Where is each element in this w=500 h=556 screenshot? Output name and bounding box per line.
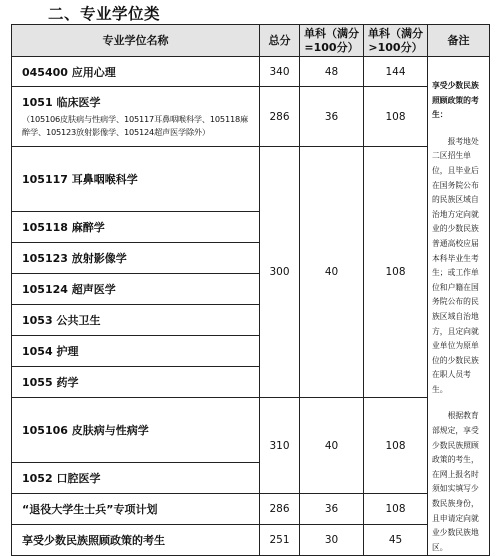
single-score-100-group: 40 (300, 398, 364, 494)
table-row (12, 147, 490, 212)
total-score: 340 (260, 57, 300, 87)
single-score-100: 36 (300, 494, 364, 525)
table-row (12, 87, 490, 147)
major-name: 1053 公共卫生 (12, 305, 260, 336)
header-note: 备注 (428, 25, 490, 57)
single-score-100: 30 (300, 525, 364, 556)
header-single-over-100: 单科（满分>100分） (364, 25, 428, 57)
header-name: 专业学位名称 (12, 25, 260, 57)
major-name: 1054 护理 (12, 336, 260, 367)
score-table (11, 24, 490, 556)
header-total: 总分 (260, 25, 300, 57)
single-score-over-100: 144 (364, 57, 428, 87)
major-name: 045400 应用心理 (12, 57, 260, 87)
note-cell (428, 57, 490, 556)
major-name: 享受少数民族照顾政策的考生 (12, 525, 260, 556)
single-score-over-100-group: 108 (364, 147, 428, 398)
note-paragraph-2: 根据教育部规定，享受少数民族照顾政策的考生，在网上报名时须如实填写少数民族身份，且申请定向就业少数民族地区。 (432, 411, 479, 552)
total-score-group: 310 (260, 398, 300, 494)
header-row (12, 25, 490, 57)
total-score: 286 (260, 494, 300, 525)
table-row (12, 398, 490, 463)
major-name: 105124 超声医学 (12, 274, 260, 305)
major-name-main: 1051 临床医学 (22, 96, 101, 109)
section-title: 二、专业学位类 (48, 5, 161, 23)
single-score-over-100: 108 (364, 87, 428, 147)
major-name: 105106 皮肤病与性病学 (12, 398, 260, 463)
major-name: 105123 放射影像学 (12, 243, 260, 274)
total-score: 251 (260, 525, 300, 556)
note-paragraph-1: 报考地处二区招生单位，且毕业后在国务院公布的民族区域自治地方定向就业的少数民族普通高校应届本科毕业生考生；或工作单位和户籍在国务院公布的民族区域自治地方，且定向就业单位为原单位的少数民族在职人员考生。 (432, 136, 479, 394)
major-name: 105117 耳鼻咽喉科学 (12, 147, 260, 212)
single-score-over-100: 45 (364, 525, 428, 556)
single-score-100-group: 40 (300, 147, 364, 398)
table-row (12, 494, 490, 525)
major-name: 1055 药学 (12, 367, 260, 398)
total-score: 286 (260, 87, 300, 147)
major-name: 1052 口腔医学 (12, 463, 260, 494)
major-name-exclusion: （105106皮肤病与性病学、105117耳鼻咽喉科学、105118麻醉学、105123放射影像学、105124超声医学除外） (22, 114, 248, 137)
table-row (12, 525, 490, 556)
major-name: 105118 麻醉学 (12, 212, 260, 243)
note-title: 享受少数民族照顾政策的考生： (432, 81, 479, 120)
table-row (12, 57, 490, 87)
single-score-100: 36 (300, 87, 364, 147)
single-score-over-100: 108 (364, 494, 428, 525)
major-name (12, 87, 260, 147)
major-name: “退役大学生士兵”专项计划 (12, 494, 260, 525)
single-score-100: 48 (300, 57, 364, 87)
header-single-100: 单科（满分=100分） (300, 25, 364, 57)
total-score-group: 300 (260, 147, 300, 398)
single-score-over-100-group: 108 (364, 398, 428, 494)
